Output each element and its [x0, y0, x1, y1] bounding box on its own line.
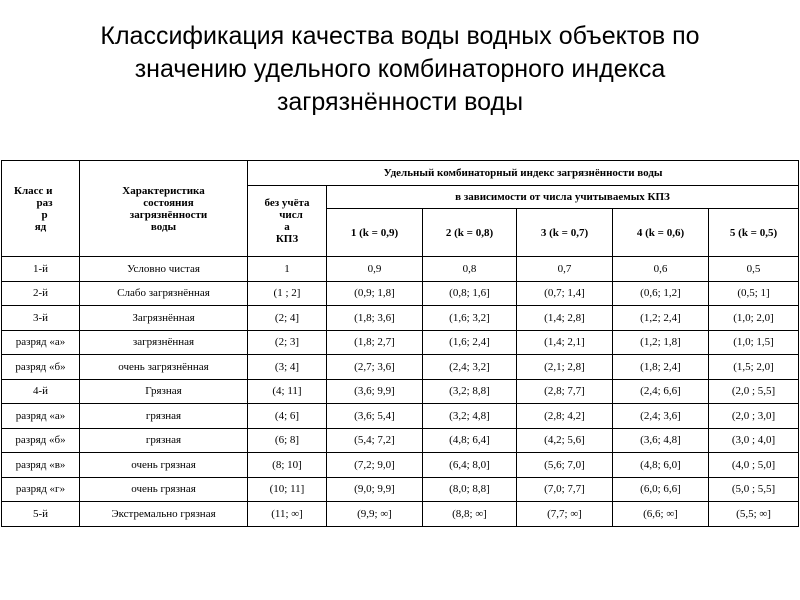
cell-value: (0,7; 1,4]: [517, 281, 613, 306]
cell-state: Загрязнённая: [80, 306, 248, 331]
header-col-5: 5 (k = 0,5): [709, 209, 799, 257]
cell-value: (6,6; ∞]: [613, 502, 709, 527]
cell-value: (2,4; 6,6]: [613, 379, 709, 404]
cell-value: (2,1; 2,8]: [517, 355, 613, 380]
cell-value: 0,8: [423, 257, 517, 282]
cell-value: (7,2; 9,0]: [327, 453, 423, 478]
header-class-line: р: [41, 208, 48, 221]
table-row: [2, 404, 799, 429]
cell-value: (1,2; 1,8]: [613, 330, 709, 355]
cell-value: 0,7: [517, 257, 613, 282]
cell-value: (2,7; 3,6]: [327, 355, 423, 380]
cell-value: (8,0; 8,8]: [423, 477, 517, 502]
cell-state: очень загрязнённая: [80, 355, 248, 380]
header-characteristic: [80, 161, 248, 257]
cell-value: (4,2; 5,6]: [517, 428, 613, 453]
table-row: [2, 428, 799, 453]
table-row: [2, 330, 799, 355]
cell-value: (3,2; 8,8]: [423, 379, 517, 404]
cell-value: (1,0; 2,0]: [709, 306, 799, 331]
cell-value: (8,8; ∞]: [423, 502, 517, 527]
cell-value: (1,0; 1,5]: [709, 330, 799, 355]
table-row: [2, 355, 799, 380]
header-index-group: Удельный комбинаторный индекс загрязнённости воды: [248, 161, 799, 186]
cell-class: 2-й: [2, 281, 80, 306]
cell-value: 0,9: [327, 257, 423, 282]
cell-value: (3,6; 5,4]: [327, 404, 423, 429]
cell-class: 1-й: [2, 257, 80, 282]
cell-value: (4,8; 6,4]: [423, 428, 517, 453]
cell-value: (5,0 ; 5,5]: [709, 477, 799, 502]
cell-value: (1,6; 2,4]: [423, 330, 517, 355]
cell-value: (2,0 ; 5,5]: [709, 379, 799, 404]
cell-state: очень грязная: [80, 477, 248, 502]
cell-value: (2,8; 7,7]: [517, 379, 613, 404]
header-char-line: состояния: [143, 196, 194, 209]
cell-value: 1: [248, 257, 327, 282]
header-no-account-line: КПЗ: [275, 233, 299, 245]
cell-value: (2,0 ; 3,0]: [709, 404, 799, 429]
cell-value: (3,6; 9,9]: [327, 379, 423, 404]
cell-value: (5,4; 7,2]: [327, 428, 423, 453]
cell-class: разряд «б»: [2, 355, 80, 380]
cell-value: (6,4; 8,0]: [423, 453, 517, 478]
cell-value: (1,2; 2,4]: [613, 306, 709, 331]
cell-value: (10; 11]: [248, 477, 327, 502]
header-char-line: загрязнённости: [129, 208, 208, 221]
cell-value: (11; ∞]: [248, 502, 327, 527]
cell-value: (8; 10]: [248, 453, 327, 478]
cell-class: разряд «а»: [2, 404, 80, 429]
header-col-2: 2 (k = 0,8): [423, 209, 517, 257]
header-class: [2, 161, 80, 257]
cell-value: (1 ; 2]: [248, 281, 327, 306]
table-row: [2, 477, 799, 502]
cell-class: разряд «г»: [2, 477, 80, 502]
table-row: [2, 502, 799, 527]
cell-value: (4,0 ; 5,0]: [709, 453, 799, 478]
title-line: значению удельного комбинаторного индекса: [134, 55, 666, 83]
cell-class: 5-й: [2, 502, 80, 527]
header-class-line: Класс и: [14, 184, 53, 197]
cell-value: (1,4; 2,8]: [517, 306, 613, 331]
cell-state: загрязнённая: [80, 330, 248, 355]
header-dependence-group: в зависимости от числа учитываемых КПЗ: [327, 186, 799, 209]
header-no-account: [248, 186, 327, 257]
cell-class: 3-й: [2, 306, 80, 331]
cell-value: (9,9; ∞]: [327, 502, 423, 527]
cell-state: Слабо загрязнённая: [80, 281, 248, 306]
cell-value: (5,6; 7,0]: [517, 453, 613, 478]
table-row: [2, 281, 799, 306]
header-class-line: яд: [34, 220, 47, 233]
cell-value: (4; 6]: [248, 404, 327, 429]
cell-class: разряд «б»: [2, 428, 80, 453]
header-char-line: Характеристика: [122, 184, 205, 197]
cell-value: (3,2; 4,8]: [423, 404, 517, 429]
cell-value: (6,0; 6,6]: [613, 477, 709, 502]
cell-state: грязная: [80, 404, 248, 429]
classification-table: [1, 160, 799, 527]
cell-state: Условно чистая: [80, 257, 248, 282]
cell-value: (1,4; 2,1]: [517, 330, 613, 355]
title-line: Классификация качества воды водных объектов по: [100, 22, 700, 50]
cell-class: разряд «а»: [2, 330, 80, 355]
cell-value: (1,8; 2,7]: [327, 330, 423, 355]
cell-value: 0,5: [709, 257, 799, 282]
cell-value: (7,7; ∞]: [517, 502, 613, 527]
cell-value: (0,8; 1,6]: [423, 281, 517, 306]
cell-value: (4; 11]: [248, 379, 327, 404]
cell-value: (0,9; 1,8]: [327, 281, 423, 306]
cell-value: (6; 8]: [248, 428, 327, 453]
cell-value: (3,0 ; 4,0]: [709, 428, 799, 453]
table-body: [2, 257, 799, 527]
cell-value: (5,5; ∞]: [709, 502, 799, 527]
header-col-1: 1 (k = 0,9): [327, 209, 423, 257]
header-char-line: воды: [150, 220, 177, 233]
cell-state: грязная: [80, 428, 248, 453]
slide-title: [40, 20, 760, 119]
table-row: [2, 257, 799, 282]
table-row: [2, 379, 799, 404]
cell-value: (2; 3]: [248, 330, 327, 355]
cell-value: (9,0; 9,9]: [327, 477, 423, 502]
cell-value: (1,5; 2,0]: [709, 355, 799, 380]
cell-value: (0,5; 1]: [709, 281, 799, 306]
cell-value: (2,8; 4,2]: [517, 404, 613, 429]
header-no-account-line: а: [284, 221, 290, 233]
cell-value: (2,4; 3,6]: [613, 404, 709, 429]
cell-value: (2,4; 3,2]: [423, 355, 517, 380]
cell-class: разряд «в»: [2, 453, 80, 478]
cell-value: (3,6; 4,8]: [613, 428, 709, 453]
header-col-3: 3 (k = 0,7): [517, 209, 613, 257]
cell-state: очень грязная: [80, 453, 248, 478]
header-no-account-line: без учёта: [264, 197, 310, 209]
header-no-account-line: числ: [279, 209, 303, 221]
cell-value: (7,0; 7,7]: [517, 477, 613, 502]
cell-value: (1,8; 2,4]: [613, 355, 709, 380]
table-row: [2, 453, 799, 478]
cell-value: (3; 4]: [248, 355, 327, 380]
cell-value: (1,8; 3,6]: [327, 306, 423, 331]
title-line: загрязнённости воды: [276, 88, 524, 116]
header-col-4: 4 (k = 0,6): [613, 209, 709, 257]
table-row: [2, 306, 799, 331]
cell-class: 4-й: [2, 379, 80, 404]
cell-state: Экстремально грязная: [80, 502, 248, 527]
header-class-line: раз: [36, 196, 53, 209]
cell-state: Грязная: [80, 379, 248, 404]
cell-value: (0,6; 1,2]: [613, 281, 709, 306]
cell-value: (4,8; 6,0]: [613, 453, 709, 478]
cell-value: (1,6; 3,2]: [423, 306, 517, 331]
cell-value: (2; 4]: [248, 306, 327, 331]
cell-value: 0,6: [613, 257, 709, 282]
